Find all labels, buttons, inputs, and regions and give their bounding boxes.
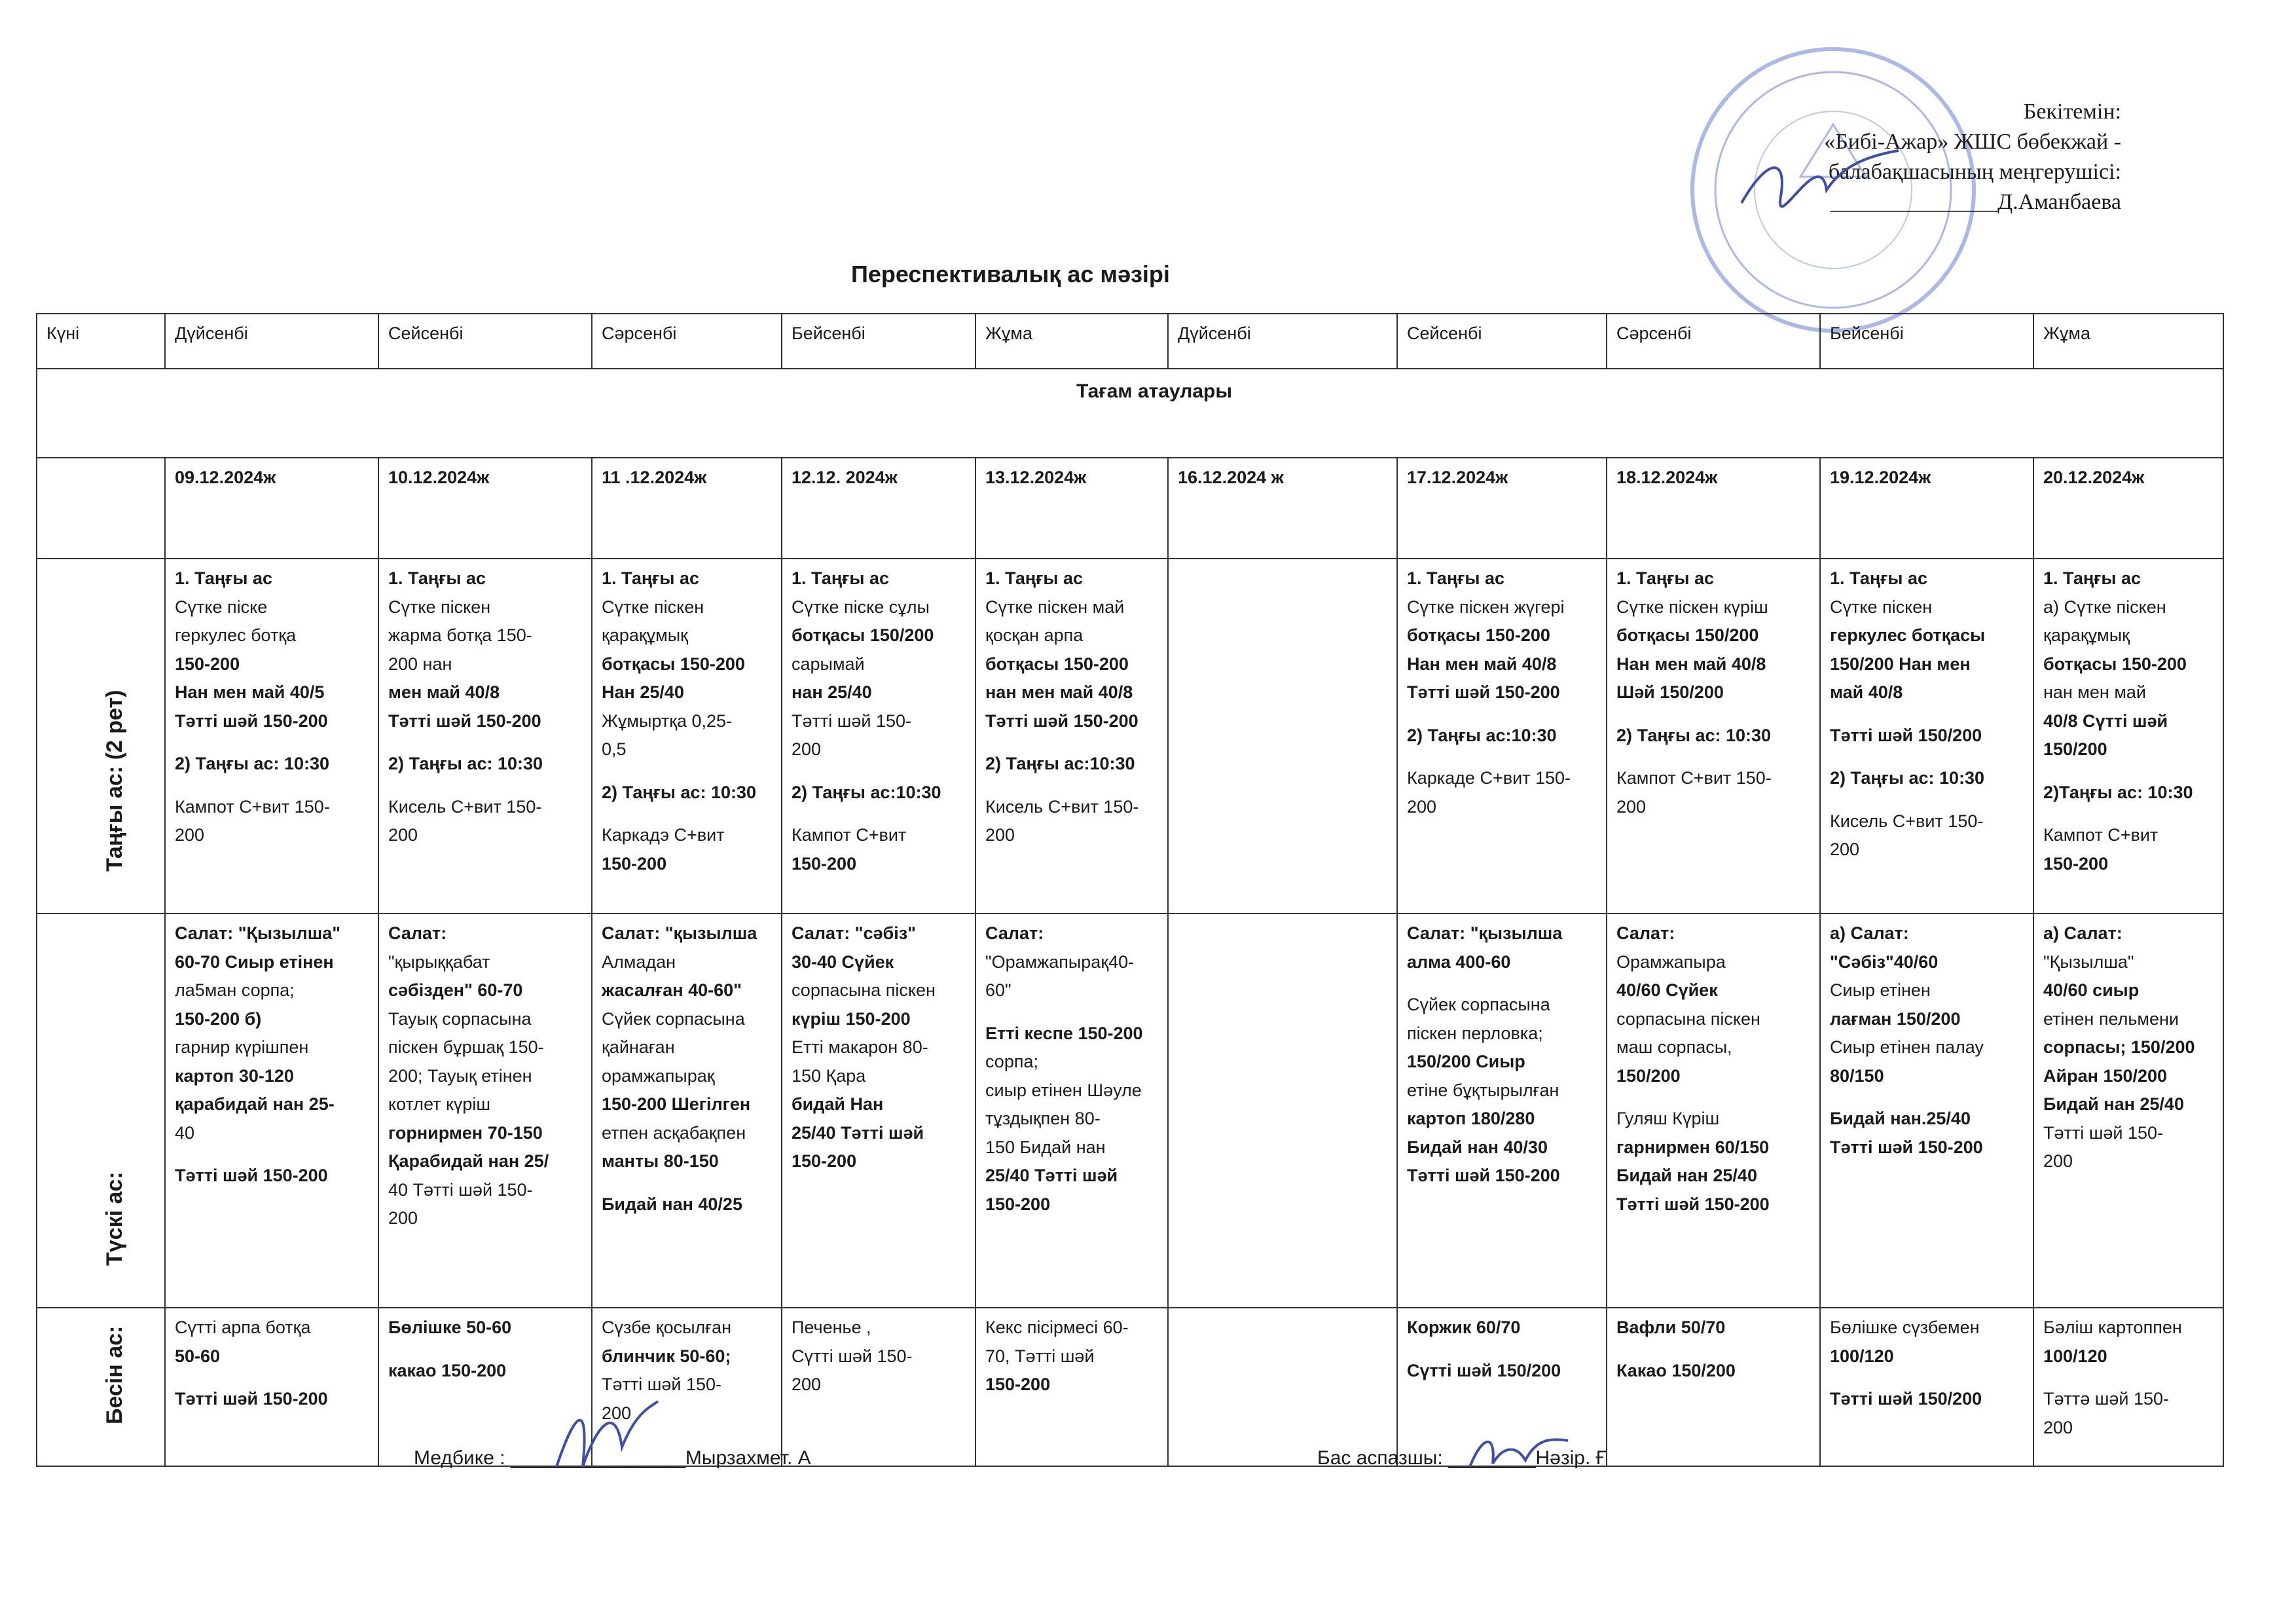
- menu-line: [175, 735, 371, 750]
- menu-line: қарабидай нан 25-: [175, 1094, 335, 1114]
- day-name-cell: Сәрсенбі: [1607, 314, 1820, 369]
- menu-line: 30-40 Сүйек: [792, 951, 894, 972]
- snack-row: [37, 1308, 2223, 1466]
- menu-line: 150-200: [602, 853, 667, 874]
- menu-line: [175, 1147, 371, 1162]
- menu-line: 1. Таңғы ас: [1616, 568, 1715, 588]
- menu-line: [602, 764, 774, 779]
- menu-line: 150/200: [1616, 1065, 1681, 1086]
- menu-line: Салат:: [388, 923, 447, 943]
- lunch-row: [37, 913, 2223, 1308]
- menu-line: [388, 779, 585, 793]
- lunch-cell: [1168, 913, 1397, 1308]
- menu-line: Салат: "сәбіз": [792, 923, 916, 943]
- date-cell: 20.12.2024ж: [2033, 458, 2223, 559]
- menu-line: 50-60: [175, 1346, 221, 1366]
- menu-line: Сүтке піскен: [1830, 597, 1933, 617]
- menu-line: Бидай нан 40/25: [602, 1194, 742, 1214]
- menu-line: Сүйек сорпасына: [1407, 995, 1550, 1014]
- menu-line: 200: [1616, 796, 1647, 817]
- menu-line: Нан мен май 40/8: [1616, 654, 1766, 674]
- menu-line: Сүйек сорпасына: [602, 1008, 745, 1029]
- menu-line: Бидай нан 25/40: [1616, 1166, 1757, 1185]
- menu-line: қарақұмық: [2043, 625, 2130, 645]
- breakfast-cell: [975, 559, 1168, 913]
- menu-line: Тәтті шәй 150-200: [1407, 682, 1560, 702]
- menu-line: сарымай: [792, 654, 865, 674]
- menu-line: 100/120: [2043, 1346, 2107, 1366]
- menu-line: Тәтті шәй 150-: [792, 710, 912, 731]
- snack-cell: [2033, 1308, 2223, 1466]
- menu-line: Сүтке піске: [175, 597, 268, 617]
- date-empty-cell: [37, 458, 165, 559]
- menu-line: Сүтті арпа ботқа: [175, 1318, 311, 1337]
- lunch-cell: [378, 913, 592, 1308]
- menu-line: [1616, 707, 1813, 722]
- snack-cell: [782, 1308, 975, 1466]
- lunch-cell: [1397, 913, 1607, 1308]
- menu-line: Сүтке піскен күріш: [1616, 597, 1768, 617]
- menu-line: 200: [388, 1208, 418, 1228]
- menu-line: [1830, 1371, 2026, 1385]
- menu-line: 40/60 Сүйек: [1616, 980, 1718, 1000]
- menu-line: 1. Таңғы ас: [602, 568, 700, 588]
- menu-line: 200: [2043, 1151, 2073, 1171]
- menu-line: 40/8 Сүтті шәй: [2043, 710, 2168, 731]
- date-cell: 12.12. 2024ж: [782, 458, 975, 559]
- menu-line: [1407, 750, 1599, 764]
- menu-line: Тәтті шәй 150-200: [1616, 1194, 1770, 1214]
- menu-line: Салат: "қызылша: [602, 923, 757, 943]
- menu-line: гарнирмен 60/150: [1616, 1137, 1770, 1157]
- menu-line: 150-200: [792, 1151, 857, 1171]
- menu-line: геркулес ботқасы: [1830, 625, 1986, 645]
- menu-line: сиыр етінен Шәуле: [985, 1080, 1142, 1100]
- menu-line: Алмадан: [602, 951, 676, 972]
- menu-line: Қарабидай нан 25/: [388, 1151, 549, 1171]
- day-header-row: [37, 314, 2223, 369]
- menu-line: 150/200: [2043, 739, 2107, 759]
- menu-line: Бөлішке сүзбемен: [1830, 1318, 1980, 1337]
- lunch-cell: [165, 913, 378, 1308]
- menu-line: "қырыққабат: [388, 951, 490, 972]
- page-title: Переспективалық ас мәзірі: [851, 261, 1170, 287]
- day-name-cell: Дүйсенбі: [165, 314, 378, 369]
- menu-line: 200: [1830, 840, 1860, 859]
- menu-line: [1407, 976, 1599, 991]
- breakfast-cell: [1397, 559, 1607, 913]
- menu-line: Тәтті шәй 150-200: [175, 710, 328, 731]
- menu-line: [792, 764, 968, 779]
- menu-line: 1. Таңғы ас: [985, 568, 1084, 588]
- snack-cell: [1607, 1308, 1820, 1466]
- menu-line: 2) Таңғы ас: 10:30: [602, 782, 757, 802]
- menu-line: [2043, 807, 2216, 821]
- menu-line: 200: [175, 825, 205, 845]
- menu-line: 2) Таңғы ас:10:30: [985, 754, 1135, 773]
- menu-line: котлет күріш: [388, 1094, 491, 1114]
- menu-line: мен май 40/8: [388, 682, 500, 702]
- approval-line-2: «Бибі-Ажар» ЖШС бөбекжай -: [1824, 130, 2121, 154]
- menu-line: бидай Нан: [792, 1094, 884, 1114]
- menu-line: Салат:: [1616, 923, 1675, 943]
- snack-label-cell: [37, 1308, 165, 1466]
- menu-line: [1407, 707, 1599, 722]
- menu-line: 60": [985, 980, 1011, 1000]
- menu-line: Кисель С+вит 150-: [388, 796, 542, 817]
- menu-line: 200: [1407, 796, 1437, 817]
- menu-line: 40 Тәтті шәй 150-: [388, 1179, 533, 1200]
- lunch-cell: [2033, 913, 2223, 1308]
- menu-line: Кампот С+вит: [792, 825, 907, 845]
- menu-line: 2) Таңғы ас: 10:30: [1830, 768, 1985, 788]
- menu-line: 1. Таңғы ас: [2043, 568, 2141, 588]
- menu-line: Тәтті шәй 150-200: [985, 710, 1139, 731]
- menu-line: ботқасы 150-200: [1407, 625, 1550, 645]
- day-name-cell: Сәрсенбі: [592, 314, 782, 369]
- lunch-label-cell: [37, 913, 165, 1308]
- menu-line: 200: [388, 825, 418, 845]
- menu-line: етпен асқабақпен: [602, 1122, 746, 1143]
- menu-line: а) Салат:: [2043, 923, 2123, 943]
- lunch-cell: [975, 913, 1168, 1308]
- menu-line: 150 Қара: [792, 1065, 866, 1086]
- menu-line: жасалған 40-60": [602, 980, 742, 1000]
- snack-cell: [1168, 1308, 1397, 1466]
- menu-line: ботқасы 150-200: [2043, 654, 2187, 674]
- menu-line: жарма ботқа 150-: [388, 625, 532, 645]
- menu-line: 200: [792, 739, 822, 759]
- menu-line: 0,5: [602, 739, 627, 759]
- menu-line: 25/40 Тәтті шәй: [985, 1166, 1118, 1185]
- breakfast-cell: [1820, 559, 2033, 913]
- menu-line: Сүтке піскен май: [985, 597, 1125, 617]
- menu-line: горнирмен 70-150: [388, 1122, 543, 1143]
- menu-line: ботқасы 150-200: [602, 654, 745, 674]
- menu-line: ботқасы 150-200: [985, 654, 1129, 674]
- menu-line: 200: [602, 1403, 632, 1423]
- menu-line: [1407, 1342, 1599, 1357]
- menu-line: [2043, 1371, 2216, 1385]
- menu-line: 1. Таңғы ас: [175, 568, 273, 588]
- menu-line: [388, 1342, 585, 1357]
- menu-line: [602, 807, 774, 821]
- menu-line: нан мен май 40/8: [985, 682, 1133, 702]
- day-header-cell: Күні: [37, 314, 165, 369]
- menu-line: [388, 735, 585, 750]
- cook-signature-line: Бас аспазшы: ________Нәзір. Ғ: [1317, 1447, 1607, 1469]
- menu-line: қайнаған: [602, 1037, 675, 1057]
- day-name-cell: Бейсенбі: [1820, 314, 2033, 369]
- menu-line: 200: [2043, 1417, 2073, 1437]
- menu-line: Сүзбе қосылған: [602, 1318, 732, 1337]
- menu-line: Сүтті шәй 150/200: [1407, 1360, 1561, 1380]
- menu-line: [2043, 764, 2216, 779]
- menu-line: 40/60 сиыр: [2043, 980, 2140, 1000]
- menu-line: 2) Таңғы ас: 10:30: [388, 754, 543, 773]
- snack-cell: [1820, 1308, 2033, 1466]
- breakfast-cell: [165, 559, 378, 913]
- menu-line: Кекс пісірмесі 60-: [985, 1318, 1129, 1337]
- date-cell: 13.12.2024ж: [975, 458, 1168, 559]
- menu-line: Кампот С+вит 150-: [1616, 768, 1772, 788]
- menu-line: Тәтті шәй 150-200: [1407, 1166, 1560, 1185]
- menu-line: 150-200: [2043, 853, 2109, 874]
- lunch-label: Түскі ас:: [102, 1171, 127, 1266]
- menu-line: [1616, 1090, 1813, 1105]
- menu-line: Тәтті шәй 150-200: [175, 1166, 328, 1185]
- menu-line: Айран 150/200: [2043, 1065, 2168, 1086]
- day-name-cell: Сейсенбі: [378, 314, 592, 369]
- menu-line: Тәтті шәй 150-200: [1830, 1137, 1983, 1157]
- menu-line: Сүтке піскен: [602, 597, 704, 617]
- menu-line: "Сәбіз"40/60: [1830, 951, 1939, 972]
- menu-line: гарнир күрішпен: [175, 1037, 309, 1057]
- day-name-cell: Дүйсенбі: [1168, 314, 1397, 369]
- menu-line: 2) Таңғы ас:10:30: [1407, 725, 1557, 745]
- menu-line: 80/150: [1830, 1065, 1884, 1086]
- menu-line: алма 400-60: [1407, 951, 1511, 972]
- menu-line: 200: [985, 825, 1015, 845]
- menu-line: 40: [175, 1122, 195, 1143]
- menu-line: 2) Таңғы ас:10:30: [792, 782, 941, 802]
- approval-line-4: _______________Д.Аманбаева: [1831, 190, 2121, 214]
- menu-line: Бәліш картоппен: [2043, 1318, 2182, 1337]
- breakfast-cell: [1168, 559, 1397, 913]
- menu-line: Тәтті шәй 150-: [2043, 1122, 2164, 1143]
- menu-line: 150-200: [792, 853, 857, 874]
- menu-line: етіне бұқтырылған: [1407, 1080, 1559, 1100]
- menu-line: орамжапырақ: [602, 1065, 715, 1086]
- menu-line: Сүтке піскен: [388, 597, 491, 617]
- snack-cell: [165, 1308, 378, 1466]
- menu-line: Тауық сорпасына: [388, 1008, 532, 1029]
- day-name-cell: Жұма: [975, 314, 1168, 369]
- menu-line: "Қызылша": [2043, 951, 2134, 972]
- menu-line: 1. Таңғы ас: [1830, 568, 1928, 588]
- menu-line: Шәй 150/200: [1616, 682, 1724, 702]
- menu-line: геркулес ботқа: [175, 625, 297, 645]
- menu-line: Коржик 60/70: [1407, 1318, 1521, 1337]
- group-label-cell: [37, 369, 2223, 458]
- menu-line: Нан мен май 40/5: [175, 682, 325, 702]
- menu-line: 200; Тауық етінен: [388, 1065, 532, 1086]
- menu-line: нан мен май: [2043, 682, 2146, 702]
- menu-line: [175, 779, 371, 793]
- menu-line: маш сорпасы,: [1616, 1037, 1732, 1057]
- date-cell: 16.12.2024 ж: [1168, 458, 1397, 559]
- menu-line: 1. Таңғы ас: [1407, 568, 1505, 588]
- menu-line: тұздықпен 80-: [985, 1109, 1101, 1128]
- menu-line: Каркадэ С+вит: [602, 825, 725, 845]
- breakfast-cell: [2033, 559, 2223, 913]
- menu-line: Кампот С+вит: [2043, 825, 2159, 845]
- menu-line: 2) Таңғы ас: 10:30: [175, 754, 330, 773]
- menu-line: [1830, 1090, 2026, 1105]
- menu-line: а) Салат:: [1830, 923, 1909, 943]
- menu-line: Вафли 50/70: [1616, 1318, 1726, 1337]
- menu-line: 2)Таңғы ас: 10:30: [2043, 782, 2193, 802]
- menu-line: [792, 807, 968, 821]
- menu-line: сорпасы; 150/200: [2043, 1037, 2195, 1057]
- menu-line: картоп 180/280: [1407, 1109, 1535, 1128]
- menu-line: ботқасы 150/200: [792, 625, 934, 645]
- menu-line: етінен пельмени: [2043, 1008, 2179, 1029]
- menu-line: қарақұмық: [602, 625, 688, 645]
- menu-line: [985, 1005, 1161, 1020]
- lunch-cell: [782, 913, 975, 1308]
- menu-line: Сүтке піске сұлы: [792, 597, 930, 617]
- menu-line: [1830, 793, 2026, 807]
- menu-line: 70, Тәтті шәй: [985, 1346, 1095, 1366]
- menu-line: 150-200: [985, 1194, 1051, 1214]
- menu-line: 150 Бидай нан: [985, 1137, 1106, 1157]
- day-name-cell: Жұма: [2033, 314, 2223, 369]
- menu-line: Печенье ,: [792, 1318, 871, 1337]
- menu-line: ла5ман сорпа;: [175, 980, 295, 1000]
- approval-line-1: Бекітемін:: [2023, 100, 2121, 124]
- menu-line: лағман 150/200: [1830, 1008, 1961, 1029]
- menu-line: какао 150-200: [388, 1360, 507, 1380]
- menu-line: Нан мен май 40/8: [1407, 654, 1557, 674]
- menu-line: Сиыр етінен палау: [1830, 1037, 1984, 1057]
- breakfast-cell: [1607, 559, 1820, 913]
- menu-line: сорпасына піскен: [1616, 1008, 1760, 1029]
- date-cell: 09.12.2024ж: [165, 458, 378, 559]
- menu-line: Тәтті шәй 150-: [602, 1375, 722, 1394]
- menu-line: 200 нан: [388, 654, 452, 674]
- menu-line: Салат:: [985, 923, 1044, 943]
- menu-line: Тәтті шәй 150-200: [175, 1389, 328, 1409]
- director-signature: [1728, 131, 1912, 229]
- menu-line: сәбізден" 60-70: [388, 980, 523, 1000]
- menu-line: [1830, 707, 2026, 722]
- date-cell: 18.12.2024ж: [1607, 458, 1820, 559]
- menu-line: 60-70 Сиыр етінен: [175, 951, 334, 972]
- medic-signature-line: Медбике : ________________Мырзахмет. А: [414, 1447, 811, 1469]
- group-label-row: [37, 369, 2223, 458]
- menu-line: Нан 25/40: [602, 682, 684, 702]
- menu-line: Етті кеспе 150-200: [985, 1023, 1143, 1043]
- menu-line: қосқан арпа: [985, 625, 1084, 645]
- menu-line: 150-200 б): [175, 1008, 262, 1029]
- menu-line: 1. Таңғы ас: [388, 568, 486, 588]
- breakfast-cell: [782, 559, 975, 913]
- medic-signature: [543, 1388, 668, 1493]
- menu-line: Каркаде С+вит 150-: [1407, 768, 1571, 788]
- breakfast-row: [37, 559, 2223, 913]
- menu-line: [985, 735, 1161, 750]
- breakfast-cell: [592, 559, 782, 913]
- menu-line: Тәтті шәй 150-200: [388, 710, 541, 731]
- breakfast-cell: [378, 559, 592, 913]
- date-cell: 11 .12.2024ж: [592, 458, 782, 559]
- menu-line: піскен перловка;: [1407, 1023, 1543, 1043]
- menu-line: 200: [792, 1375, 822, 1394]
- menu-line: Какао 150/200: [1616, 1360, 1736, 1380]
- menu-line: май 40/8: [1830, 682, 1903, 702]
- day-name-cell: Сейсенбі: [1397, 314, 1607, 369]
- menu-line: Салат: "Қызылша": [175, 923, 341, 943]
- menu-line: Тәтті шәй 150/200: [1830, 725, 1982, 745]
- date-cell: 10.12.2024ж: [378, 458, 592, 559]
- menu-line: Етті макарон 80-: [792, 1037, 928, 1057]
- menu-line: [1830, 750, 2026, 764]
- snack-label: Бесін ас:: [102, 1325, 127, 1424]
- menu-line: Салат: "қызылша: [1407, 923, 1563, 943]
- menu-line: Кампот С+вит 150-: [175, 796, 330, 817]
- menu-line: [985, 779, 1161, 793]
- cook-signature: [1463, 1428, 1575, 1480]
- menu-line: Жұмыртқа 0,25-: [602, 710, 733, 731]
- menu-line: сорпа;: [985, 1052, 1038, 1071]
- breakfast-label: Таңғы ас: (2 рет): [102, 690, 127, 872]
- date-cell: 19.12.2024ж: [1820, 458, 2033, 559]
- menu-line: [1616, 1342, 1813, 1357]
- menu-line: Тәтті шәй 150/200: [1830, 1389, 1982, 1409]
- menu-line: 25/40 Тәтті шәй: [792, 1122, 924, 1143]
- snack-cell: [975, 1308, 1168, 1466]
- date-cell: 17.12.2024ж: [1397, 458, 1607, 559]
- menu-line: 100/120: [1830, 1346, 1894, 1366]
- menu-line: Орамжапыра: [1616, 951, 1726, 972]
- approval-line-3: балабақшасының меңгерушісі:: [1828, 160, 2121, 184]
- menu-line: Сүтке піскен жүгері: [1407, 597, 1565, 617]
- menu-line: [175, 1371, 371, 1385]
- menu-line: Тәттә шәй 150-: [2043, 1389, 2170, 1409]
- lunch-cell: [592, 913, 782, 1308]
- menu-line: Сиыр етінен: [1830, 980, 1931, 1000]
- menu-line: 150-200: [985, 1375, 1051, 1394]
- breakfast-label-cell: [37, 559, 165, 913]
- menu-line: Бидай нан.25/40: [1830, 1109, 1971, 1128]
- menu-line: Бөлішке 50-60: [388, 1318, 512, 1337]
- menu-line: 150/200 Нан мен: [1830, 654, 1971, 674]
- menu-line: Бидай нан 40/30: [1407, 1137, 1548, 1157]
- menu-line: блинчик 50-60;: [602, 1346, 731, 1366]
- lunch-cell: [1607, 913, 1820, 1308]
- menu-line: Кисель С+вит 150-: [1830, 811, 1984, 831]
- day-name-cell: Бейсенбі: [782, 314, 975, 369]
- menu-line: манты 80-150: [602, 1151, 719, 1171]
- menu-line: картоп 30-120: [175, 1065, 294, 1086]
- group-label: Тағам атаулары: [1076, 380, 1232, 402]
- menu-line: 1. Таңғы ас: [792, 568, 890, 588]
- menu-line: Гуляш Күріш: [1616, 1109, 1720, 1128]
- menu-line: Сүтті шәй 150-: [792, 1346, 913, 1366]
- menu-line: ботқасы 150/200: [1616, 625, 1759, 645]
- menu-line: 150-200 Шегілген: [602, 1094, 751, 1114]
- menu-table: [36, 313, 2224, 1467]
- date-row: [37, 458, 2223, 559]
- menu-line: 2) Таңғы ас: 10:30: [1616, 725, 1772, 745]
- menu-line: а) Сүтке піскен: [2043, 597, 2166, 617]
- menu-line: Кисель С+вит 150-: [985, 796, 1139, 817]
- menu-line: 150/200 Сиыр: [1407, 1052, 1525, 1071]
- menu-line: сорпасына піскен: [792, 980, 936, 1000]
- menu-line: "Орамжапырақ40-: [985, 951, 1135, 972]
- menu-line: [1616, 750, 1813, 764]
- menu-line: күріш 150-200: [792, 1008, 911, 1029]
- menu-line: [602, 1176, 774, 1190]
- menu-line: 150-200: [175, 654, 240, 674]
- lunch-cell: [1820, 913, 2033, 1308]
- menu-line: піскен бұршақ 150-: [388, 1037, 544, 1057]
- menu-line: нан 25/40: [792, 682, 872, 702]
- menu-line: Бидай нан 25/40: [2043, 1094, 2184, 1114]
